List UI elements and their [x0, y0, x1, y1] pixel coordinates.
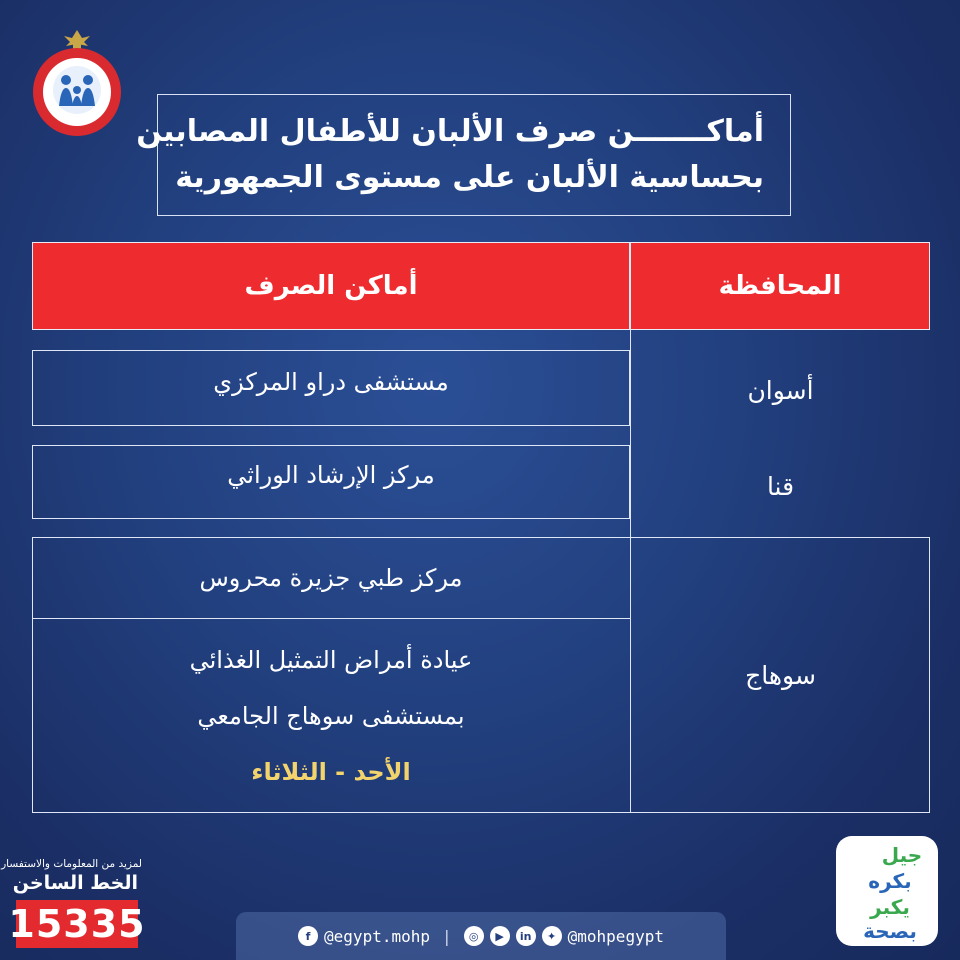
table-row-aswan-place: [32, 350, 630, 426]
youtube-icon[interactable]: ▶: [490, 926, 510, 946]
clinic-days: الأحد - الثلاثاء: [251, 758, 411, 786]
linkedin-icon[interactable]: in: [516, 926, 536, 946]
governorate-aswan: أسوان: [747, 375, 814, 405]
hotline-number[interactable]: 15335: [8, 902, 146, 946]
governorate-sohag: سوهاج: [745, 660, 816, 690]
title-line-2: بحساسية الألبان على مستوى الجمهورية: [175, 160, 764, 195]
table-row-qena-place: [32, 445, 630, 519]
clinic-line-1: عيادة أمراض التمثيل الغذائي: [189, 646, 473, 674]
facebook-handle[interactable]: @egypt.mohp: [324, 926, 430, 946]
sohag-clinic: [32, 632, 630, 800]
campaign-badge: [832, 832, 942, 950]
badge-line-1: جيل: [881, 843, 923, 867]
place-text: مستشفى دراو المركزي: [213, 368, 449, 396]
twitter-icon[interactable]: ✦: [542, 926, 562, 946]
hotline-note: لمزيد من المعلومات والاستفسار: [1, 858, 142, 870]
clinic-line-2: بمستشفى سوهاج الجامعي: [197, 702, 465, 730]
separator: |: [442, 926, 452, 946]
title-line-1: أماكـــــــن صرف الألبان للأطفال المصابين: [136, 114, 764, 149]
header-places: أماكن الصرف: [32, 242, 630, 330]
instagram-icon[interactable]: ◎: [464, 926, 484, 946]
facebook-icon[interactable]: f: [298, 926, 318, 946]
social-bar: [236, 912, 726, 960]
header-governorate: المحافظة: [630, 242, 930, 330]
sohag-divider: [32, 618, 630, 619]
other-handle[interactable]: @mohpegypt: [567, 926, 664, 946]
ministry-logo: [26, 28, 128, 138]
hotline-title: الخط الساخن: [12, 872, 138, 894]
title-box: [136, 94, 791, 216]
badge-line-4: بصحة: [863, 919, 917, 943]
governorate-qena: قنا: [766, 471, 795, 501]
place-text: مركز طبي جزيرة محروس: [199, 564, 463, 592]
badge-line-3: يكبر: [870, 895, 910, 919]
badge-line-2: بكره: [868, 869, 912, 893]
place-text: مركز الإرشاد الوراثي: [227, 461, 435, 489]
sohag-place-1: [32, 540, 630, 616]
